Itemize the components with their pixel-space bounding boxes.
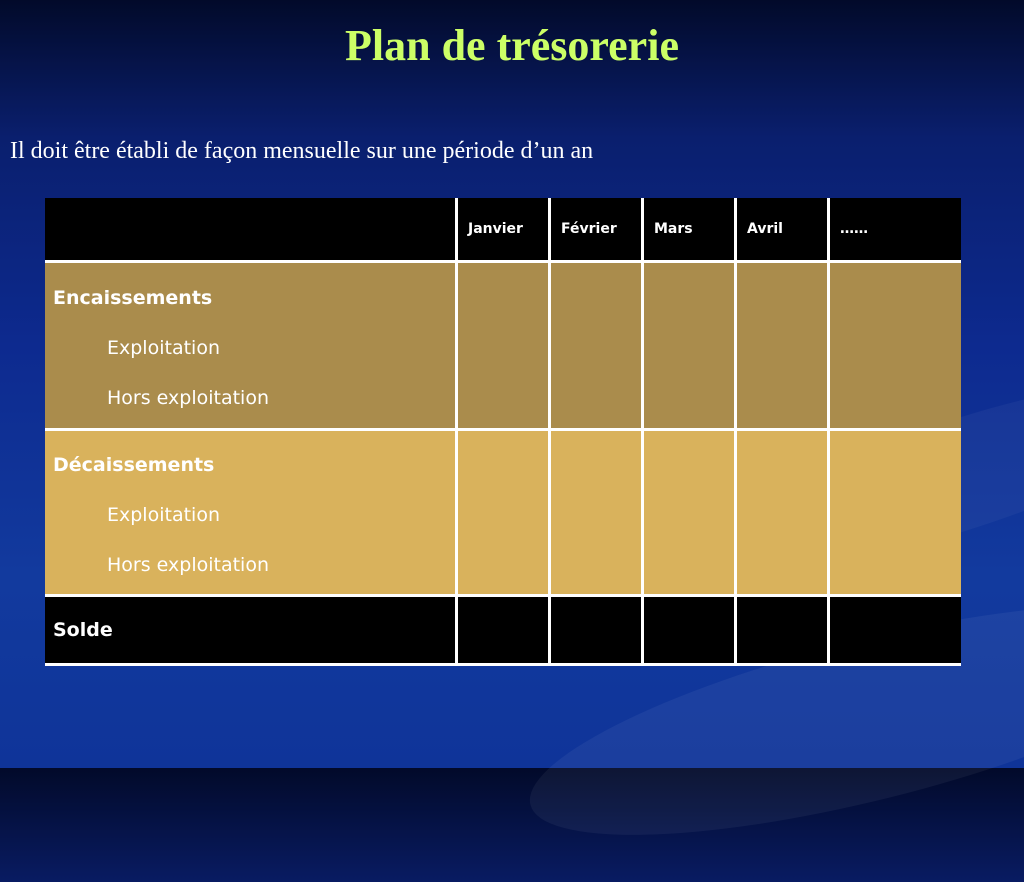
table-cell: [736, 262, 829, 430]
table-cell: [457, 596, 550, 665]
row-label-cell: [45, 430, 457, 596]
slide-title: Plan de trésorerie: [345, 21, 679, 70]
section-label: Décaissements: [53, 454, 215, 476]
treasury-table: [45, 198, 961, 666]
table-cell: [643, 596, 736, 665]
slide-subtitle: Il doit être établi de façon mensuelle sur une période d’un an: [10, 138, 594, 164]
sub-item-label: Hors exploitation: [107, 387, 269, 409]
row-label-cell: [45, 596, 457, 665]
section-label: Solde: [53, 619, 113, 641]
table-cell: [550, 596, 643, 665]
table-row-encaissements: [45, 262, 961, 430]
table-cell: [643, 430, 736, 596]
sub-item-label: Hors exploitation: [107, 554, 269, 576]
table-cell: [829, 596, 962, 665]
table-cell: [457, 262, 550, 430]
column-header: Mars: [643, 198, 736, 262]
header-empty-cell: [45, 198, 457, 262]
table-cell: [550, 430, 643, 596]
column-header: Février: [550, 198, 643, 262]
sub-item-label: Exploitation: [107, 337, 220, 359]
column-header: ……: [829, 198, 962, 262]
row-label-cell: [45, 262, 457, 430]
table-cell: [736, 430, 829, 596]
table-row-solde: [45, 596, 961, 665]
column-header: Janvier: [457, 198, 550, 262]
table-cell: [829, 430, 962, 596]
table-header-row: [45, 198, 961, 262]
table-cell: [643, 262, 736, 430]
table-row-decaissements: [45, 430, 961, 596]
section-label: Encaissements: [53, 287, 213, 309]
table-cell: [829, 262, 962, 430]
table-cell: [550, 262, 643, 430]
sub-item-label: Exploitation: [107, 504, 220, 526]
column-header: Avril: [736, 198, 829, 262]
table-cell: [736, 596, 829, 665]
table-cell: [457, 430, 550, 596]
